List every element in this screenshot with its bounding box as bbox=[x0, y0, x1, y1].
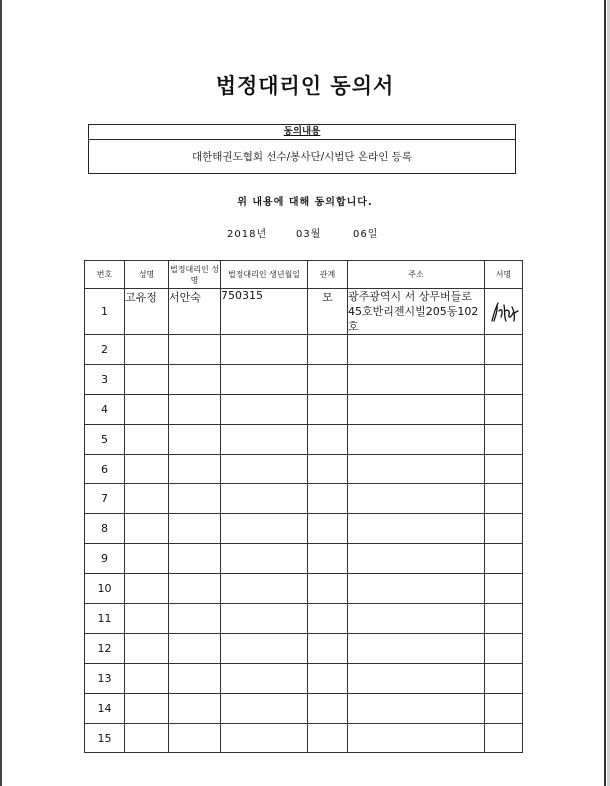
table-row bbox=[85, 394, 523, 424]
table-row bbox=[85, 574, 523, 604]
row-number: 3 bbox=[85, 364, 125, 394]
row-number: 15 bbox=[85, 723, 125, 753]
table-row bbox=[85, 633, 523, 663]
address-line-2: 45호반리젠시빌205동102호 bbox=[348, 305, 479, 333]
col-header-number: 번호 bbox=[85, 261, 125, 289]
guardian-table bbox=[84, 260, 523, 753]
row-number: 10 bbox=[85, 574, 125, 604]
table-row bbox=[85, 424, 523, 454]
signature-scribble bbox=[488, 299, 520, 325]
row-number: 8 bbox=[85, 514, 125, 544]
row-number: 11 bbox=[85, 604, 125, 634]
row-number: 4 bbox=[85, 394, 125, 424]
table-row bbox=[85, 289, 523, 335]
col-header-guardian-name: 법정대리인 성명 bbox=[169, 261, 221, 289]
col-header-guardian-birth: 법정대리인 생년월일 bbox=[221, 261, 308, 289]
agreement-statement: 위 내용에 대해 동의합니다. bbox=[237, 197, 373, 208]
row-name: 고유정 bbox=[125, 289, 169, 335]
table-row bbox=[85, 335, 523, 365]
col-header-name: 성명 bbox=[125, 261, 169, 289]
row-number: 14 bbox=[85, 693, 125, 723]
document-title: 법정대리인 동의서 bbox=[215, 74, 395, 98]
row-number: 7 bbox=[85, 484, 125, 514]
consent-heading: 동의내용 bbox=[89, 125, 515, 140]
table-row bbox=[85, 514, 523, 544]
table-row bbox=[85, 454, 523, 484]
table-row bbox=[85, 484, 523, 514]
table-row bbox=[85, 693, 523, 723]
table-row bbox=[85, 544, 523, 574]
date-month: 03월 bbox=[296, 229, 322, 240]
row-relation: 모 bbox=[308, 289, 348, 335]
col-header-relation: 관계 bbox=[308, 261, 348, 289]
row-guardian-birth: 750315 bbox=[221, 289, 308, 335]
table-row bbox=[85, 663, 523, 693]
date-day: 06일 bbox=[353, 229, 379, 240]
date-year: 2018년 bbox=[227, 229, 268, 240]
row-number: 9 bbox=[85, 544, 125, 574]
table-row bbox=[85, 364, 523, 394]
table-row bbox=[85, 604, 523, 634]
address-line-1: 광주광역시 서 상무버들로 bbox=[348, 290, 472, 303]
row-number: 6 bbox=[85, 454, 125, 484]
table-header-row bbox=[85, 261, 523, 289]
page-edge bbox=[0, 0, 2, 786]
row-signature bbox=[485, 289, 523, 335]
row-number: 13 bbox=[85, 663, 125, 693]
row-guardian-name: 서안숙 bbox=[169, 289, 221, 335]
row-address bbox=[348, 289, 485, 335]
col-header-address: 주소 bbox=[348, 261, 485, 289]
row-number: 2 bbox=[85, 335, 125, 365]
consent-content: 대한태권도협회 선수/봉사단/시범단 온라인 등록 bbox=[192, 151, 412, 163]
row-number: 12 bbox=[85, 633, 125, 663]
consent-box bbox=[88, 124, 516, 174]
row-number: 1 bbox=[85, 289, 125, 335]
table-row bbox=[85, 723, 523, 753]
col-header-signature: 서명 bbox=[485, 261, 523, 289]
row-number: 5 bbox=[85, 424, 125, 454]
page-edge bbox=[604, 0, 606, 786]
